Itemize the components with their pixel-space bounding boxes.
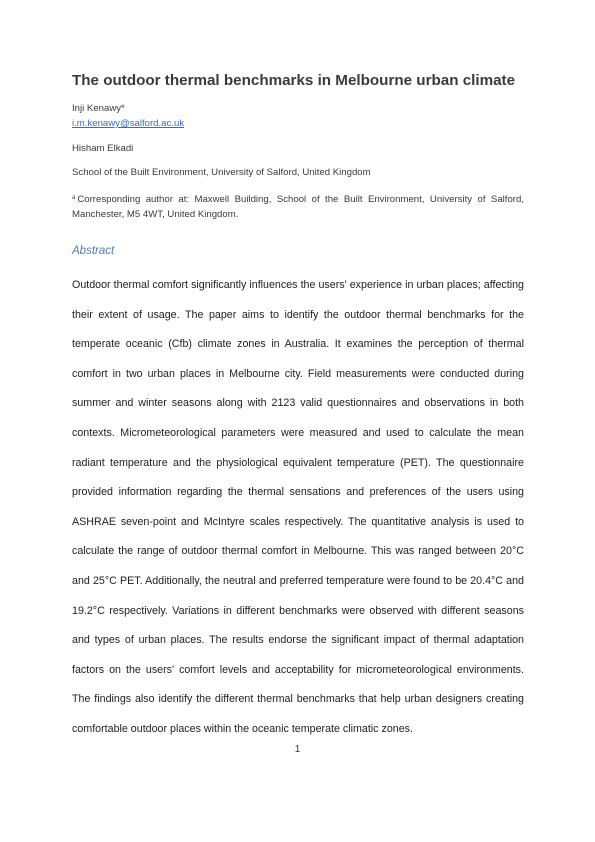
author-email-link[interactable]: i.m.kenawy@salford.ac.uk	[72, 118, 185, 129]
page-number: 1	[294, 744, 301, 755]
paper-title: The outdoor thermal benchmarks in Melbourne urban climate	[72, 72, 516, 89]
corresponding-author-note	[72, 191, 524, 222]
author-name: Hisham Elkadi	[72, 143, 134, 154]
author-name: Inji Kenawy*	[72, 103, 125, 114]
corresponding-marker: a	[72, 195, 76, 201]
abstract-heading: Abstract	[72, 245, 115, 257]
abstract-body: Outdoor thermal comfort significantly influences the users' experience in urban places; affecting their extent of usage. The paper aims to identify the outdoor thermal benchmarks for the temperate oceanic (Cfb) climate zones in Australia. It examines the perception of thermal comfort in two urban places in Melbourne city. Field measurements were conducted during summer and winter seasons along with 2123 valid questionnaires and observations in both contexts. Micrometeorological parameters were measured and used to calculate the mean radiant temperature and the physiological equivalent temperature (PET). The questionnaire provided information regarding the thermal sensations and preferences of the users using ASHRAE seven-point and McIntyre scales respectively. The quantitative analysis is used to calculate the range of outdoor thermal comfort in Melbourne. This was ranged between 20°C and 25°C PET. Additionally, the neutral and preferred temperature were found to be 20.4°C and 19.2°C respectively. Variations in different benchmarks were observed with different seasons and types of urban places. The results endorse the significant impact of thermal adaptation factors on the users' comfort levels and acceptability for micrometeorological environments. The findings also identify the different thermal benchmarks that help urban designers creating comfortable outdoor places within the oceanic temperate climatic zones.	[72, 279, 524, 735]
corresponding-author-text: Corresponding author at: Maxwell Building, School of the Built Environment, University of Salford, Manchester, M5 4WT, United Kingdom.	[72, 194, 524, 220]
affiliation: School of the Built Environment, University of Salford, United Kingdom	[72, 167, 371, 178]
